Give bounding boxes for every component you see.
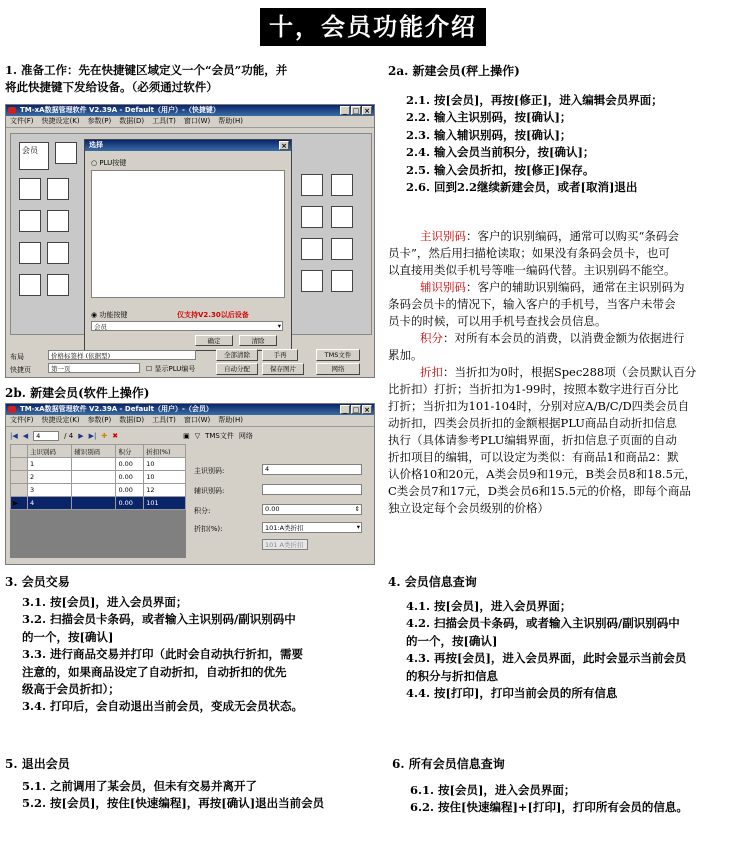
cell[interactable]: 0.00 xyxy=(116,458,144,471)
key-slot[interactable] xyxy=(331,206,353,228)
cell[interactable]: 3 xyxy=(28,484,72,497)
note-line: 累加。 xyxy=(388,348,423,362)
key-slot[interactable] xyxy=(47,210,69,232)
filter-icon[interactable]: ▽ xyxy=(194,431,201,440)
table-row[interactable] xyxy=(11,471,186,484)
note-line: 比折扣）打折；当折扣为1-99时，按照本数字进行百分比 xyxy=(388,382,679,396)
key-slot[interactable] xyxy=(301,174,323,196)
cell[interactable]: 0.00 xyxy=(116,497,144,510)
step-line: 3.4. 打印后，会自动退出当前会员，变成无会员状态。 xyxy=(22,699,304,714)
col-discount[interactable]: 折扣(%) xyxy=(144,445,186,458)
key-slot[interactable] xyxy=(19,242,41,264)
note-line: 认价格10和20元，A类会员9和19元，B类会员8和18.5元， xyxy=(388,467,696,481)
function-radio[interactable]: ◉ 功能按键 xyxy=(91,311,128,319)
menu-tools[interactable]: 工具(T) xyxy=(152,117,176,125)
points-input[interactable] xyxy=(262,504,362,515)
points-value: 0.00 xyxy=(265,505,280,513)
record-index-input[interactable] xyxy=(33,431,59,441)
step-line: 5.1. 之前调用了某会员，但未有交易并离开了 xyxy=(22,779,258,793)
add-icon[interactable]: ✚ xyxy=(101,431,108,440)
select-dialog-title: 选择 xyxy=(89,141,103,149)
field-notes xyxy=(388,228,750,517)
page-title: 十，会员功能介绍 xyxy=(260,8,486,46)
app-icon xyxy=(8,406,16,413)
note-points xyxy=(388,330,750,364)
row-pointer-icon: ▶ xyxy=(11,497,28,510)
note-main-id xyxy=(388,228,750,279)
plu-list[interactable] xyxy=(91,170,285,298)
discount-class-display xyxy=(262,539,308,550)
chevron-down-icon: ▾ xyxy=(356,523,360,531)
discount-class-value: 101 A类折扣 xyxy=(265,541,304,549)
sub-id-input[interactable] xyxy=(262,484,362,495)
cell[interactable]: 0.00 xyxy=(116,471,144,484)
close-button[interactable]: × xyxy=(362,405,372,414)
next-record-icon[interactable]: ▶ xyxy=(78,431,84,440)
function-radio-label: 功能按键 xyxy=(99,311,128,319)
show-plu-checkbox[interactable]: ☐ 显示PLU编号 xyxy=(146,365,196,373)
close-button[interactable]: × xyxy=(362,106,372,115)
table-row-selected[interactable] xyxy=(11,497,186,510)
select-dialog xyxy=(84,139,292,351)
hand-button[interactable]: 手再 xyxy=(262,349,298,361)
row-header-cell xyxy=(11,445,28,458)
menu-help[interactable]: 帮助(H) xyxy=(218,117,243,125)
section-2a-steps xyxy=(406,92,746,196)
spinner-icon[interactable]: ⇕ xyxy=(354,505,360,513)
menu-quickkey[interactable]: 快捷设定(K) xyxy=(41,117,80,125)
cell[interactable] xyxy=(72,471,116,484)
step-line: 4.2. 扫描会员卡条码，或者输入主识别码/副识别码中 xyxy=(406,616,680,631)
member-window xyxy=(5,403,375,565)
plu-radio-label: PLU按键 xyxy=(99,159,127,167)
record-navigator xyxy=(10,429,370,442)
tms-file-button[interactable]: TMS文件 xyxy=(205,431,234,440)
cell[interactable] xyxy=(72,484,116,497)
step-line: 3.1. 按[会员]，进入会员界面； xyxy=(22,595,188,609)
note-main-id-keyword: 主识别码 xyxy=(420,229,466,243)
quickkey-window-titlebar xyxy=(6,105,374,116)
function-select[interactable] xyxy=(91,321,283,331)
key-slot[interactable] xyxy=(331,174,353,196)
save-image-button[interactable]: 保存图片 xyxy=(262,363,304,375)
section-1-line-1: 1. 准备工作：先在快捷键区域定义一个“会员”功能，并 xyxy=(5,63,288,77)
col-points[interactable]: 积分 xyxy=(116,445,144,458)
menu-window[interactable]: 窗口(W) xyxy=(183,416,211,424)
note-line: 员卡”，然后用扫描枪读取；如果没有条码会员卡，也可 xyxy=(388,246,670,260)
section-6-heading: 6. 所有会员信息查询 xyxy=(392,757,505,771)
note-line: 折扣项目的编辑，可以设定为类似：有商品1和商品2：默 xyxy=(388,450,679,464)
quickkey-menubar xyxy=(6,116,374,128)
row-header-cell xyxy=(11,484,28,497)
section-1-text xyxy=(5,62,380,96)
step-line: 6.1. 按[会员]，进入会员界面； xyxy=(410,783,576,797)
select-dialog-titlebar xyxy=(85,140,291,151)
note-line: 条码会员卡的情况下，输入客户的手机号，当客户未带会 xyxy=(388,297,676,311)
layout-label: 布局 xyxy=(10,353,24,361)
note-sub-id-keyword: 辅识别码 xyxy=(420,280,466,294)
step-line: 6.2. 按住[快速编程]+[打印]，打印所有会员的信息。 xyxy=(410,800,688,815)
last-record-icon[interactable]: ▶| xyxy=(88,431,97,440)
key-slot[interactable] xyxy=(19,178,41,200)
cell[interactable]: 4 xyxy=(28,497,72,510)
step-line: 注意的，如果商品设定了自动折扣，自动折扣的优先 xyxy=(22,664,287,679)
points-label: 积分: xyxy=(194,507,211,515)
key-slot[interactable] xyxy=(47,178,69,200)
key-slot[interactable] xyxy=(47,274,69,296)
save-icon[interactable]: ▣ xyxy=(183,431,190,440)
note-line: ：对所有本会员的消费，以消费金额为依据进行 xyxy=(443,331,685,345)
table-row[interactable] xyxy=(11,484,186,497)
key-member[interactable] xyxy=(19,142,49,170)
section-2b-heading: 2b. 新建会员(软件上操作) xyxy=(5,386,150,400)
menu-help[interactable]: 帮助(H) xyxy=(218,416,243,424)
member-window-title: TM-xA数据管理软件 V2.39A - Default（用户）-（会员） xyxy=(20,405,213,413)
step-line: 3.3. 进行商品交易并打印（此时会自动执行折扣，需要 xyxy=(22,647,304,662)
section-5-heading: 5. 退出会员 xyxy=(5,757,70,771)
minimize-button[interactable]: _ xyxy=(340,405,350,414)
section-4-steps xyxy=(406,598,746,702)
note-line: 以直接用类似手机号等唯一编码代替。主识别码不能空。 xyxy=(388,263,676,277)
clear-button[interactable]: 清除 xyxy=(239,335,277,346)
cell[interactable]: 2 xyxy=(28,471,72,484)
step-line: 4.1. 按[会员]，进入会员界面； xyxy=(406,599,572,613)
row-header-cell xyxy=(11,471,28,484)
chevron-down-icon: ▾ xyxy=(277,322,281,330)
menu-data[interactable]: 数据(D) xyxy=(119,416,145,424)
note-line: 动折扣，四类会员折扣的金额根据PLU商品自动折扣信息 xyxy=(388,416,677,430)
step-2-6: 2.6. 回到2.2继续新建会员，或者[取消]退出 xyxy=(406,180,638,195)
layout-select[interactable] xyxy=(48,350,196,360)
tms-file-button[interactable]: TMS文件 xyxy=(316,349,360,361)
record-total: / 4 xyxy=(64,431,74,440)
key-member-label: 会员 xyxy=(22,146,38,155)
prev-record-icon[interactable]: ◀ xyxy=(22,431,29,440)
step-2-3: 2.3. 输入辅识别码，按[确认]； xyxy=(406,127,572,142)
member-table xyxy=(10,444,186,510)
member-window-titlebar xyxy=(6,404,374,415)
section-2a-heading: 2a. 新建会员(秤上操作) xyxy=(388,64,520,78)
sub-id-label: 辅识别码: xyxy=(194,487,225,495)
member-table-area xyxy=(10,444,186,558)
app-icon xyxy=(8,107,16,114)
note-line: ：当折扣为0时，根据Spec288项（会员默认百分 xyxy=(443,365,697,379)
dialog-close-button[interactable]: × xyxy=(279,141,289,150)
step-line: 的一个，按[确认] xyxy=(406,633,498,648)
menu-param[interactable]: 参数(P) xyxy=(87,416,112,424)
note-discount xyxy=(388,364,750,517)
key-slot[interactable] xyxy=(301,238,323,260)
section-5-steps xyxy=(22,778,382,813)
note-line: 打折；当折扣为101-104时，分别对应A/B/C/D四类会员自 xyxy=(388,399,690,413)
menu-file[interactable]: 文件(F) xyxy=(10,117,34,125)
layout-select-value: 价格标签样 (依据型) xyxy=(51,352,111,360)
step-line: 的积分与折扣信息 xyxy=(406,668,498,683)
cell[interactable]: 10 xyxy=(144,458,186,471)
note-line: 独立设定每个会员级别的价格） xyxy=(388,501,549,515)
note-line: 执行（具体请参考PLU编辑界面，折扣信息子页面的自动 xyxy=(388,433,677,447)
table-header-row xyxy=(11,445,186,458)
record-index-value: 4 xyxy=(36,431,41,440)
section-3-heading: 3. 会员交易 xyxy=(5,575,70,589)
maximize-button[interactable]: □ xyxy=(352,406,360,414)
note-line: 员卡的时候，可以用手机号查找会员信息。 xyxy=(388,314,607,328)
cell[interactable] xyxy=(72,497,116,510)
menu-data[interactable]: 数据(D) xyxy=(119,117,145,125)
network-button[interactable]: 网络 xyxy=(316,363,360,375)
discount-label: 折扣(%): xyxy=(194,525,223,533)
clear-all-button[interactable]: 全部清除 xyxy=(216,349,258,361)
row-header-cell xyxy=(11,458,28,471)
menu-window[interactable]: 窗口(W) xyxy=(183,117,211,125)
version-note: 仅支持V2.30以后设备 xyxy=(177,311,249,319)
cell[interactable]: 1 xyxy=(28,458,72,471)
note-discount-keyword: 折扣 xyxy=(420,365,443,379)
step-2-5: 2.5. 输入会员折扣，按[修正]保存。 xyxy=(406,162,595,177)
show-plu-label: 显示PLU编号 xyxy=(154,365,196,373)
discount-select[interactable] xyxy=(262,522,362,533)
key-slot[interactable] xyxy=(19,274,41,296)
ok-button[interactable]: 确定 xyxy=(195,335,233,346)
quickkey-window-title: TM-xA数据管理软件 V2.39A - Default（用户）-（快捷键） xyxy=(20,106,220,114)
step-line: 4.4. 按[打印]，打印当前会员的所有信息 xyxy=(406,686,618,701)
member-edit-form xyxy=(190,444,370,558)
main-id-value: 4 xyxy=(265,465,270,473)
menu-param[interactable]: 参数(P) xyxy=(87,117,112,125)
step-line: 的一个，按[确认] xyxy=(22,629,114,644)
menu-tools[interactable]: 工具(T) xyxy=(152,416,176,424)
key-slot[interactable] xyxy=(301,270,323,292)
key-slot[interactable] xyxy=(19,210,41,232)
step-2-1: 2.1. 按[会员]，再按[修正]，进入编辑会员界面； xyxy=(406,93,663,107)
maximize-button[interactable]: □ xyxy=(352,107,360,115)
table-row[interactable] xyxy=(11,458,186,471)
note-line: C类会员7和17元，D类会员6和15.5元的价格，即每个商品 xyxy=(388,484,691,498)
cell[interactable]: 12 xyxy=(144,484,186,497)
page-label: 快捷页 xyxy=(10,366,31,374)
key-slot[interactable] xyxy=(47,242,69,264)
main-id-label: 主识别码: xyxy=(194,467,225,475)
step-2-4: 2.4. 输入会员当前积分，按[确认]； xyxy=(406,145,595,160)
cell[interactable]: 0.00 xyxy=(116,484,144,497)
function-select-value: 会员 xyxy=(94,323,107,331)
network-button[interactable]: 网络 xyxy=(238,431,253,440)
step-line: 5.2. 按[会员]，按住[快速编程]，再按[确认]退出当前会员 xyxy=(22,796,325,811)
main-id-input[interactable] xyxy=(262,464,362,475)
cell[interactable]: 10 xyxy=(144,471,186,484)
col-sub-id[interactable]: 辅识别码 xyxy=(72,445,116,458)
key-slot[interactable] xyxy=(301,206,323,228)
page-select[interactable] xyxy=(48,363,140,373)
delete-icon[interactable]: ✖ xyxy=(112,431,119,440)
page-select-value: 第一页 xyxy=(51,365,71,373)
note-sub-id xyxy=(388,279,750,330)
section-6-steps xyxy=(410,782,746,817)
minimize-button[interactable]: _ xyxy=(340,106,350,115)
section-1-line-2: 将此快捷键下发给设备。（必须通过软件） xyxy=(5,80,218,94)
discount-select-value: 101:A类折扣 xyxy=(265,524,304,532)
step-line: 级高于会员折扣）； xyxy=(22,682,120,697)
plu-radio[interactable]: ○ PLU按键 xyxy=(91,159,127,167)
col-main-id[interactable]: 主识别码 xyxy=(28,445,72,458)
key-slot[interactable] xyxy=(331,270,353,292)
cell[interactable] xyxy=(72,458,116,471)
step-line: 4.3. 再按[会员]，进入会员界面，此时会显示当前会员 xyxy=(406,651,687,666)
auto-assign-button[interactable]: 自动分配 xyxy=(216,363,258,375)
quickkey-window xyxy=(5,104,375,378)
first-record-icon[interactable]: |◀ xyxy=(10,431,18,440)
section-4-heading: 4. 会员信息查询 xyxy=(388,575,477,589)
key-slot[interactable] xyxy=(331,238,353,260)
step-2-2: 2.2. 输入主识别码，按[确认]； xyxy=(406,110,572,125)
section-3-steps xyxy=(22,594,377,716)
step-line: 3.2. 扫描会员卡条码，或者输入主识别码/副识别码中 xyxy=(22,612,296,627)
menu-quickkey[interactable]: 快捷设定(K) xyxy=(41,416,80,424)
note-points-keyword: 积分 xyxy=(420,331,443,345)
member-menubar xyxy=(6,415,374,427)
menu-file[interactable]: 文件(F) xyxy=(10,416,34,424)
note-line: ：客户的识别编码，通常可以购买“条码会 xyxy=(466,229,679,243)
key-slot[interactable] xyxy=(55,142,77,164)
note-line: ：客户的辅助识别编码，通常在主识别码为 xyxy=(466,280,685,294)
cell[interactable]: 101 xyxy=(144,497,186,510)
